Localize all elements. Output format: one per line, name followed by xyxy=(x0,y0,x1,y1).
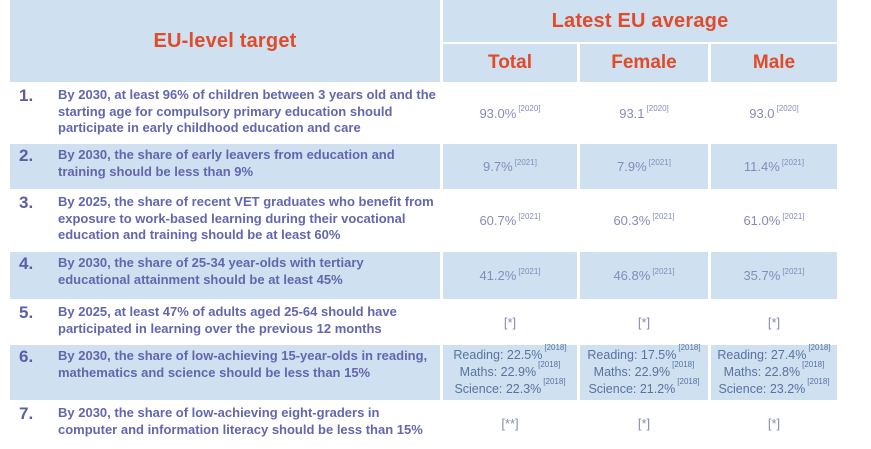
row-6-female-reading-value: Reading: 17.5% xyxy=(587,348,677,362)
row-3-female-cell xyxy=(580,191,708,250)
row-2-male-value: 11.4% xyxy=(743,159,780,174)
row-3-male-cell xyxy=(711,191,837,250)
row-7-total-cell xyxy=(443,402,577,444)
row-2-total-value: 9.7% xyxy=(483,159,513,174)
row-1-female-value: 93.1 xyxy=(619,105,645,121)
row-4-female-value: 46.8% xyxy=(613,268,651,283)
row-1-target-text: By 2030, at least 96% of children between 3 years old and the starting age for compulsory primary education should participate in early childhood education and care xyxy=(58,87,436,135)
row-1-male-note: [2020] xyxy=(776,104,799,113)
row-7-male-value: [*] xyxy=(767,415,781,431)
row-6-target-cell xyxy=(10,345,440,400)
row-3-female-value: 60.3% xyxy=(613,213,651,228)
row-1-total-cell xyxy=(443,84,577,142)
row-6-male-reading-note: [2018] xyxy=(808,342,831,352)
row-6-target-text: By 2030, the share of low-achieving 15-year-olds in reading, mathematics and science should be less than 15% xyxy=(58,348,428,380)
row-2-total-note: [2021] xyxy=(514,157,537,167)
row-4-female-cell xyxy=(580,252,708,299)
row-4-male-value: 35.7% xyxy=(743,268,781,283)
row-2-number: 2. xyxy=(19,146,34,165)
row-1-target-cell xyxy=(10,84,440,142)
row-6-male-cell xyxy=(711,342,837,400)
eu-targets-table xyxy=(10,0,837,444)
row-4-total-note: [2021] xyxy=(518,266,541,276)
row-5-number: 5. xyxy=(19,303,34,322)
row-4-female-note: [2021] xyxy=(652,266,675,276)
row-6-female-reading-note: [2018] xyxy=(678,342,701,352)
row-5-male-value: [*] xyxy=(767,314,781,330)
header-total-label: Total xyxy=(488,52,532,73)
row-7-target-cell xyxy=(10,402,440,444)
header-latest-eu-average xyxy=(443,0,837,42)
row-7-female-value: [*] xyxy=(637,415,651,431)
row-1-female-note: [2020] xyxy=(646,104,669,113)
row-2-male-cell xyxy=(711,144,837,189)
header-female-label: Female xyxy=(611,52,677,73)
row-6-number: 6. xyxy=(19,347,34,366)
row-5-total-cell xyxy=(443,301,577,343)
row-6-female-science-value: Science: 21.2% xyxy=(588,382,676,396)
row-6-total-science xyxy=(454,376,566,398)
row-6-female-science-note: [2018] xyxy=(677,376,700,386)
row-6-total-reading-value: Reading: 22.5% xyxy=(453,348,543,362)
row-5-male-cell xyxy=(711,301,837,343)
row-4-male-cell xyxy=(711,252,837,299)
row-6-female-maths-note: [2018] xyxy=(672,359,695,369)
header-female xyxy=(580,44,708,82)
header-male-label: Male xyxy=(752,52,796,73)
row-4-total-value: 41.2% xyxy=(479,268,517,283)
row-1-male-cell xyxy=(711,84,837,142)
row-3-female-note: [2021] xyxy=(652,211,675,221)
row-3-target-cell xyxy=(10,191,440,250)
row-2-target-text: By 2030, the share of early leavers from education and training should be less than 9% xyxy=(58,147,395,179)
row-6-total-cell xyxy=(443,342,577,400)
header-latest-eu-average-label: Latest EU average xyxy=(551,9,729,32)
row-5-female-value: [*] xyxy=(637,314,651,330)
row-6-total-reading-note: [2018] xyxy=(544,342,567,352)
row-4-target-text: By 2030, the share of 25-34 year-olds with tertiary educational attainment should be at least 45% xyxy=(58,255,364,287)
row-5-target-cell xyxy=(10,301,440,343)
row-6-total-maths-value: Maths: 22.9% xyxy=(459,365,537,379)
row-5-total-value: [*] xyxy=(503,314,517,330)
row-6-male-maths-note: [2018] xyxy=(802,359,825,369)
row-1-total-value: 93.0% xyxy=(479,105,517,121)
row-1-number: 1. xyxy=(19,86,34,105)
row-1-female-cell xyxy=(580,84,708,142)
row-7-number: 7. xyxy=(19,404,34,423)
row-6-male-science-value: Science: 23.2% xyxy=(718,382,806,396)
row-3-total-value: 60.7% xyxy=(479,213,517,228)
row-6-female-maths-value: Maths: 22.9% xyxy=(593,365,671,379)
row-2-total-cell xyxy=(443,144,577,189)
row-6-male-science xyxy=(718,376,830,398)
row-6-total-science-note: [2018] xyxy=(543,376,566,386)
row-3-total-cell xyxy=(443,191,577,250)
row-6-female-cell xyxy=(580,342,708,400)
header-total xyxy=(443,44,577,82)
row-4-target-cell xyxy=(10,252,440,299)
row-7-female-cell xyxy=(580,402,708,444)
row-1-male-value: 93.0 xyxy=(749,105,775,121)
row-2-female-value: 7.9% xyxy=(617,159,647,174)
row-3-total-note: [2021] xyxy=(518,211,541,221)
row-4-total-cell xyxy=(443,252,577,299)
row-2-male-note: [2021] xyxy=(781,157,805,167)
row-2-target-cell xyxy=(10,144,440,189)
row-6-male-maths-value: Maths: 22.8% xyxy=(723,365,801,379)
row-5-female-cell xyxy=(580,301,708,343)
row-7-male-cell xyxy=(711,402,837,444)
row-3-number: 3. xyxy=(19,193,34,212)
row-6-female-science xyxy=(588,376,700,398)
row-6-male-reading-value: Reading: 27.4% xyxy=(717,348,807,362)
header-male xyxy=(711,44,837,82)
header-eu-level-target-label: EU-level target xyxy=(153,29,297,52)
row-3-male-note: [2021] xyxy=(782,211,805,221)
row-3-target-text: By 2025, the share of recent VET graduates who benefit from exposure to work-based learning during their vocational education and training should be at least 60% xyxy=(58,194,434,242)
row-6-total-maths-note: [2018] xyxy=(538,359,561,369)
row-7-target-text: By 2030, the share of low-achieving eight-graders in computer and information literacy should be less than 15% xyxy=(58,405,423,437)
row-5-target-text: By 2025, at least 47% of adults aged 25-64 should have participated in learning over the previous 12 months xyxy=(58,304,397,336)
row-6-total-science-value: Science: 22.3% xyxy=(454,382,542,396)
row-4-male-note: [2021] xyxy=(782,266,805,276)
row-4-number: 4. xyxy=(19,254,34,273)
row-6-male-science-note: [2018] xyxy=(807,376,830,386)
row-3-male-value: 61.0% xyxy=(743,213,781,228)
row-7-total-value: [**] xyxy=(501,415,519,431)
row-1-total-note: [2020] xyxy=(518,104,541,113)
row-2-female-note: [2021] xyxy=(648,157,671,167)
row-2-female-cell xyxy=(580,144,708,189)
header-eu-level-target xyxy=(10,0,440,82)
